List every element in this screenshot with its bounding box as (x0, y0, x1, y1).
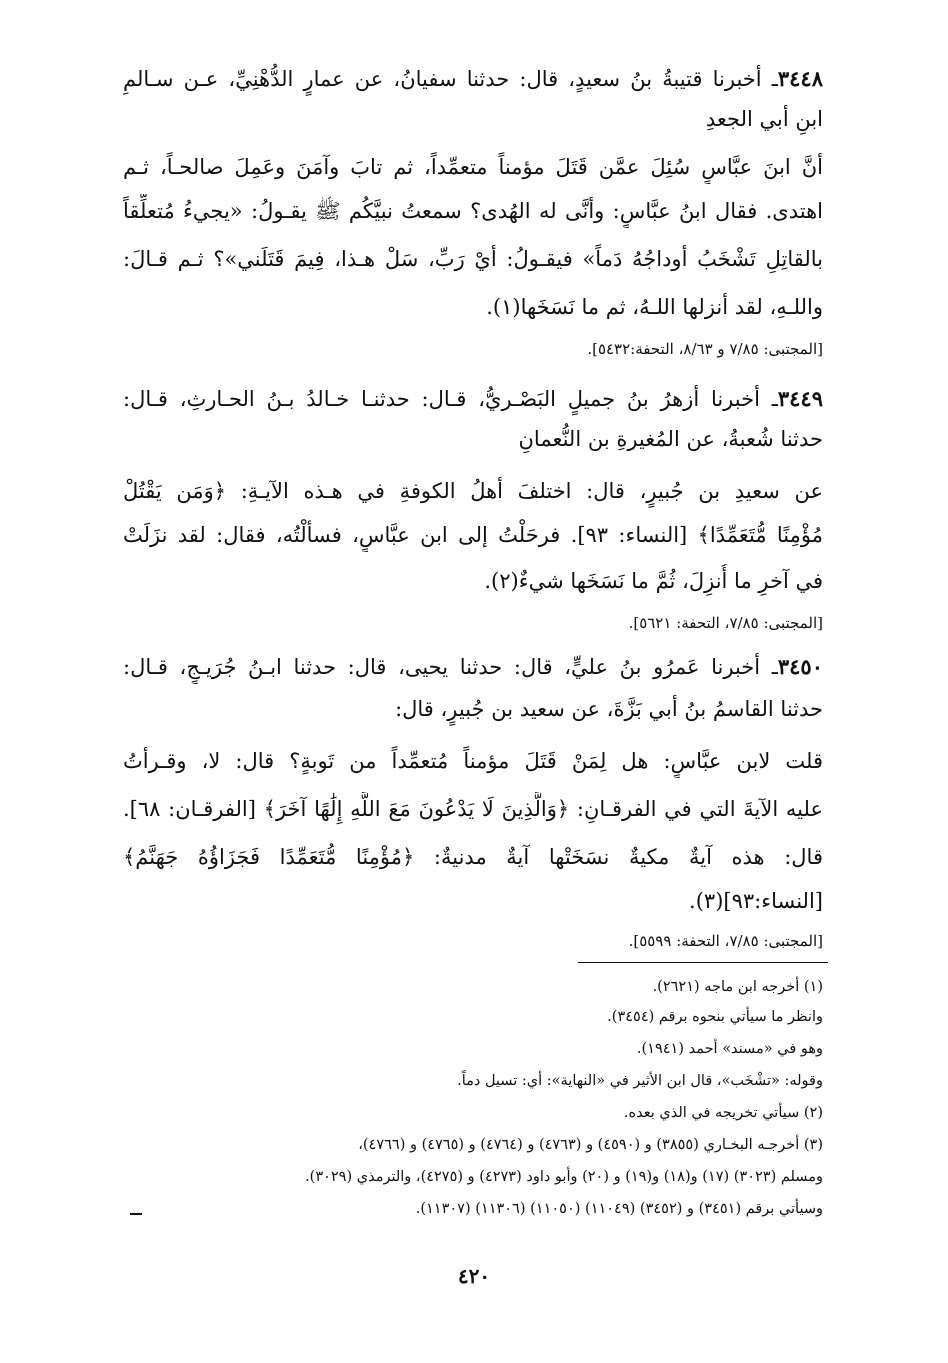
footnote-line: وهو في «مسند» أحمد (١٩٤١). (636, 1041, 823, 1057)
hadith-text: ـ أخبرنا عَمرُو بنُ عليٍّ، قال: حدثنا يحيى، قال: حدثنا ابـنُ جُرَيـجٍ، قـال: (123, 655, 778, 679)
footnote-line: وانظر ما سيأتي بنحوه برقم (٣٤٥٤). (607, 1009, 823, 1025)
footnote-line: وسيأتي برقم (٣٤٥١) و (٣٤٥٢) (١١٠٤٩) (١١٠٥٠) (١١٣٠٦) (١١٣٠٧). (415, 1201, 823, 1217)
hadith-3449-isnad-line-1 (123, 382, 823, 416)
hadith-3449-reference: [المجتبى: ٧/٨٥، التحفة: ٥٦٢١]. (628, 614, 823, 632)
footnote-line: (٢) سيأتي تخريجه في الذي بعده. (623, 1105, 823, 1121)
hadith-3448-reference: [المجتبى: ٧/٨٥ و ٨/٦٣، التحفة:٥٤٣٢]. (587, 340, 823, 358)
hadith-3449-matn-line: في آخرِ ما أُنزِلَ، ثُمَّ ما نَسَخَها شيءٌ(٢). (484, 569, 823, 593)
footnote-line: (١) أخرجه ابن ماجه (٢٦٢١). (652, 979, 823, 995)
hadith-3450-isnad-line-2: حدثنا القاسمُ بنُ أبي بَزَّةَ، عن سعيد بن جُبيرٍ، قال: (395, 697, 823, 721)
hadith-3448-matn-line: واللـهِ، لقد أنزلها اللـهُ، ثم ما نَسَخَها(١). (486, 295, 823, 319)
hadith-3448-matn-line: اهتدى. فقال ابنُ عبَّاسٍ: وأنَّى له الهُدى؟ سمعتُ نبيَّكُم ﷺ يقـولُ: «يجيءُ مُتعلِّقاً (123, 199, 823, 223)
continuation-dash (130, 1213, 142, 1215)
footnote-line: (٣) أخرجـه البخـاري (٣٨٥٥) و (٤٥٩٠) و (٤٧٦٣) و (٤٧٦٤) و (٤٧٦٥) و (٤٧٦٦)، (358, 1137, 823, 1153)
hadith-number: ٣٤٤٨ (777, 66, 823, 91)
hadith-3450-matn-line: قال: هذه آيةٌ مكيةٌ نسَخَتْها آيةٌ مدنيةٌ: ﴿مُؤْمِنًا مُّتَعَمِّدًا فَجَزَاؤُهُ جَهَنَّمُ﴾ (123, 845, 823, 869)
footnote-line: ومسلم (٣٠٢٣) (١٧) و(١٨) و(١٩) و (٢٠) وأبو داود (٤٢٧٣) و (٤٢٧٥)، والترمذي (٣٠٢٩). (305, 1169, 823, 1185)
hadith-3449-matn-line: عن سعيدِ بن جُبيرٍ، قال: اختلفَ أهلُ الكوفةِ في هـذه الآيـةِ: ﴿وَمَن يَقْتُلْ (123, 479, 823, 503)
footnote-line: وقوله: «تشْخَب»، قال ابن الأثير في «النهاية»: أي: تسيل دماً. (457, 1073, 823, 1089)
hadith-3450-matn-line: [النساء:٩٣](٣). (689, 889, 823, 913)
hadith-3450-matn-line: قلت لابن عبَّاسٍ: هل لِمَنْ قَتَلَ مؤمناً مُتعمِّداً من تَوبةٍ؟ قال: لا، وقـرأتُ (123, 749, 823, 773)
hadith-text: ـ أخبرنا قتيبةُ بنُ سعيدٍ، قال: حدثنا سفيانُ، عن عمارٍ الدُّهْنِيِّ، عـن سـالمِ (123, 67, 778, 91)
hadith-3449-matn-line: مُؤْمِنًا مُّتَعَمِّدًا﴾ [النساء: ٩٣]. فرحَلْتُ إلى ابن عبَّاسٍ، فسألْتُه، فقال: لقد نزَلَتْ (123, 523, 823, 547)
hadith-3450-reference: [المجتبى: ٧/٨٥، التحفة: ٥٥٩٩]. (628, 932, 823, 950)
page-number: ٤٢٠ (457, 1264, 491, 1288)
hadith-3450-matn-line: عليه الآيةَ التي في الفرقـانِ: ﴿وَالَّذِينَ لَا يَدْعُونَ مَعَ اللَّهِ إِلَٰهًا آخَرَ﴾ [الفرقـان: ٦٨]. (123, 797, 823, 821)
footnote-separator (578, 962, 828, 963)
hadith-text: ـ أخبرنا أزهرُ بنُ جميلٍ البَصْـريُّ، قـال: حدثنـا خـالدُ بـنُ الحـارثِ، قـال: (123, 387, 778, 411)
hadith-3450-isnad-line-1 (123, 650, 823, 684)
hadith-number: ٣٤٥٠ (777, 654, 823, 679)
hadith-3448-isnad-line-2: ابنِ أبي الجعدِ (705, 107, 823, 131)
hadith-3448-isnad-line-1 (123, 62, 823, 96)
hadith-3449-isnad-line-2: حدثنا شُعبةُ، عن المُغيرةِ بن النُّعمانِ (518, 427, 823, 451)
hadith-3448-matn-line: أنَّ ابنَ عبَّاسٍ سُئِلَ عمَّن قَتَلَ مؤمناً متعمِّداً، ثم تابَ وآمَنَ وعَمِلَ صالحـاً، ثـم (123, 155, 823, 179)
hadith-3448-matn-line: بالقاتِلِ تَشْخَبُ أوداجُهُ دَماً» فيقـولُ: أيْ رَبِّ، سَلْ هـذا، فِيمَ قَتَلَني»؟ ثـم قـالَ: (123, 247, 823, 271)
hadith-number: ٣٤٤٩ (777, 386, 823, 411)
